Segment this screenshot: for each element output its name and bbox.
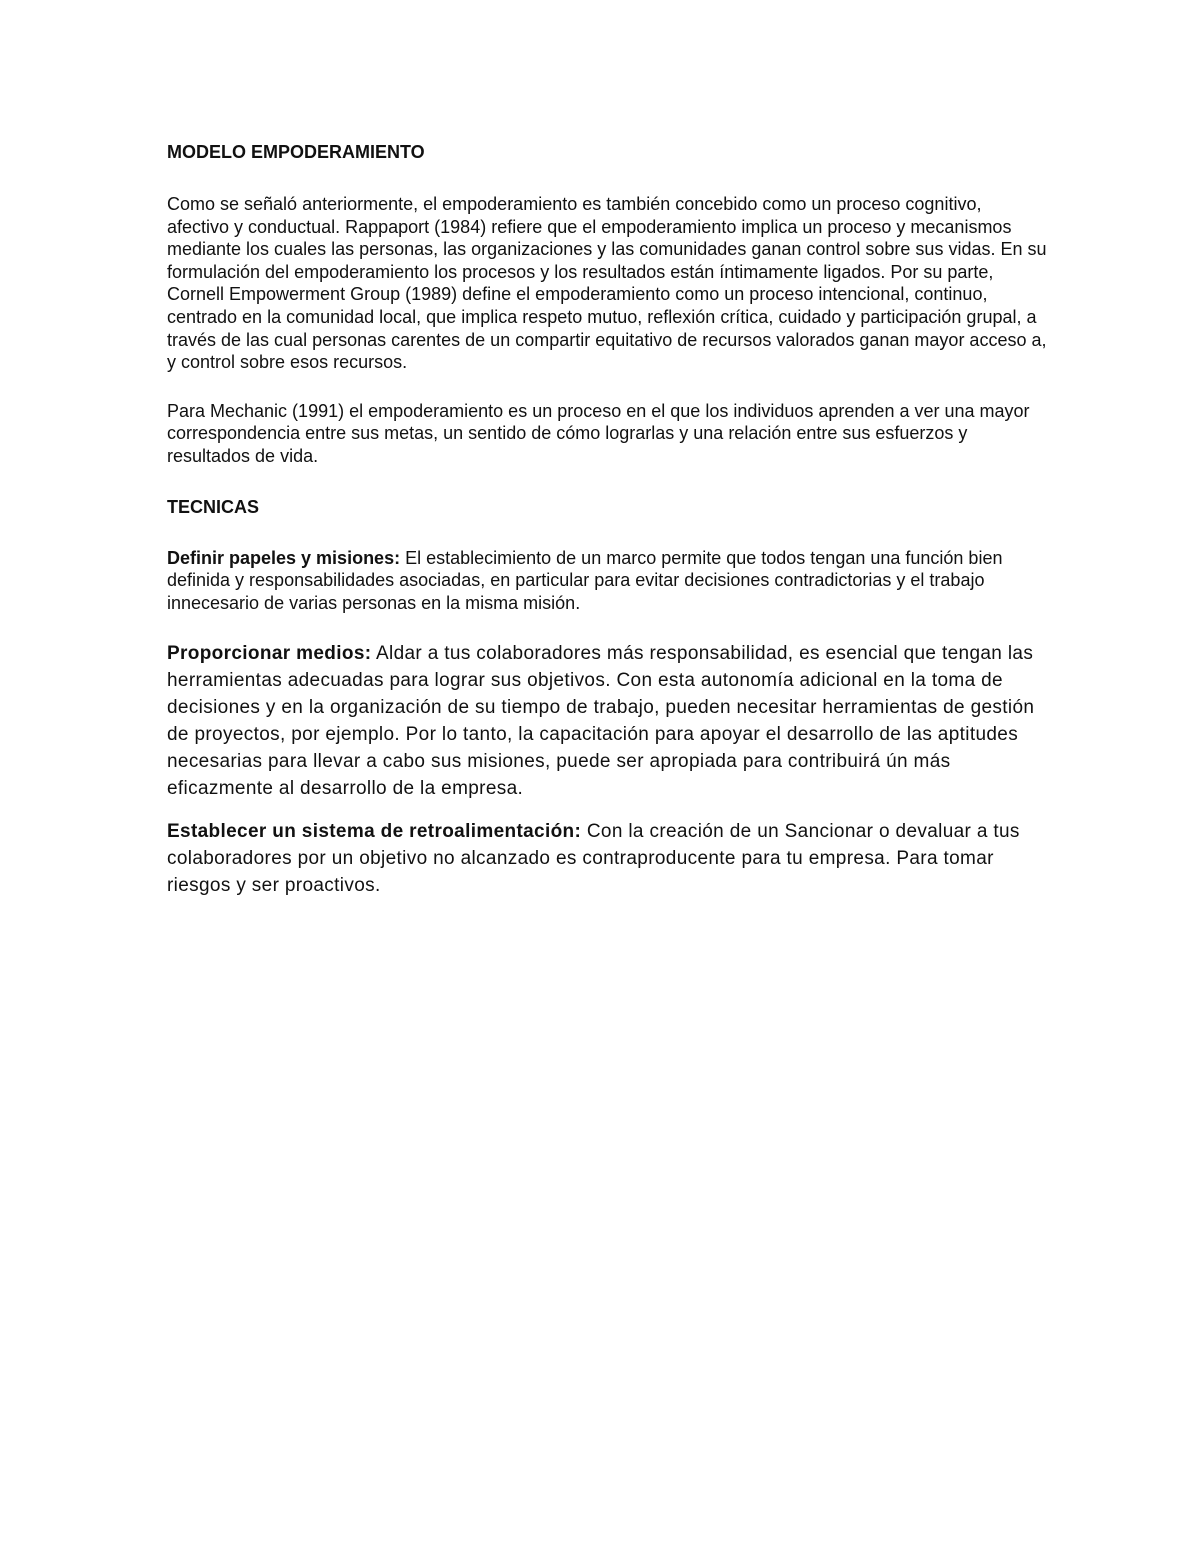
technique-text: El establecimiento de un marco permite que todos tengan una función bien definida y responsabilidades asociadas, en particular para evitar decisiones contradictorias y el trabajo innecesario de varias personas en la misma misión.: [167, 547, 1003, 613]
document-body: [167, 140, 1047, 915]
technique-text: Aldar a tus colaboradores más responsabilidad, es esencial que tengan las herramientas adecuadas para lograr sus objetivos. Con esta autonomía adicional en la toma de decisiones y en la organización de su tiempo de trabajo, pueden necesitar herramientas de gestión de proyectos, por ejemplo. Por lo tanto, la capacitación para apoyar el desarrollo de las aptitudes necesarias para llevar a cabo sus misiones, puede ser apropiada para contribuirá ún más eficazmente al desarrollo de la empresa.: [167, 643, 1035, 800]
mechanic-paragraph: Para Mechanic (1991) el empoderamiento es un proceso en el que los individuos aprenden a ver una mayor correspondencia entre sus metas, un sentido de cómo lograrlas y una relación entre sus esfuerzos y resultados de vida.: [167, 400, 1030, 466]
document-title: MODELO EMPODERAMIENTO: [167, 142, 425, 162]
section-title-tecnicas: TECNICAS: [167, 496, 260, 517]
technique-retroalimentacion: [167, 818, 1047, 899]
intro-paragraph: Como se señaló anteriormente, el empoderamiento es también concebido como un proceso cognitivo, afectivo y conductual. Rappaport (1984) refiere que el empoderamiento implica un proceso y mecanismos mediante los cuales las personas, las organizaciones y las comunidades ganan control sobre sus vidas. En su formulación del empoderamiento los procesos y los resultados están íntimamente ligados. Por su parte, Cornell Empowerment Group (1989) define el empoderamiento como un proceso intencional, continuo, centrado en la comunidad local, que implica respeto mutuo, reflexión crítica, cuidado y participación grupal, a través de las cual personas carentes de un compartir equitativo de recursos valorados ganan mayor acceso a, y control sobre esos recursos.: [167, 194, 1047, 373]
technique-term: Definir papeles y misiones:: [167, 547, 401, 568]
technique-text: Con la creación de un Sancionar o devaluar a tus colaboradores por un objetivo no alcanzado es contraproducente para tu empresa. Para tomar riesgos y ser proactivos.: [167, 821, 1020, 897]
technique-term: Proporcionar medios:: [167, 643, 372, 665]
technique-proporcionar-medios: [167, 640, 1047, 802]
technique-term: Establecer un sistema de retroalimentación:: [167, 821, 582, 843]
technique-definir-papeles: [167, 547, 1047, 615]
